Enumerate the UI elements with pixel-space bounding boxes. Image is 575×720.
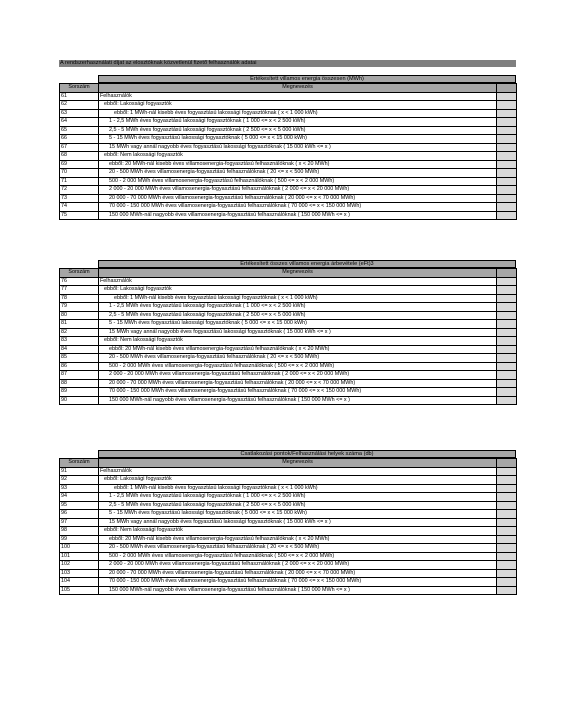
row-label: ebből: 1 MWh-nál kisebb éves fogyasztású lakossági fogyasztóknak ( x < 1 000 kWh) <box>99 294 497 303</box>
value-cell[interactable] <box>497 396 517 405</box>
row-number: 64 <box>60 118 99 127</box>
table-row <box>60 493 517 502</box>
value-cell[interactable] <box>497 101 517 110</box>
form-banner-title: A rendszerhasználati díjat az elosztóknak közvetlenül fizető felhasználók adatai <box>59 60 516 67</box>
row-number: 100 <box>60 544 99 553</box>
row-label: 20 000 - 70 000 MWh éves villamosenergia-fogyasztású felhasználóknak ( 20 000 <= x < 70 000 MWh) <box>99 379 497 388</box>
row-label: Felhasználók <box>99 277 497 286</box>
row-number: 105 <box>60 586 99 595</box>
value-cell[interactable] <box>497 354 517 363</box>
table-row <box>60 535 517 544</box>
table-row <box>60 510 517 519</box>
row-number: 86 <box>60 362 99 371</box>
table-row <box>60 109 517 118</box>
value-cell[interactable] <box>497 194 517 203</box>
value-cell[interactable] <box>497 578 517 587</box>
row-label: 2,5 - 5 MWh éves fogyasztású lakossági fogyasztóknak ( 2 500 <= x < 5 000 kWh) <box>99 311 497 320</box>
table-row <box>60 388 517 397</box>
row-number: 66 <box>60 135 99 144</box>
row-number: 90 <box>60 396 99 405</box>
value-cell[interactable] <box>497 337 517 346</box>
row-number: 76 <box>60 277 99 286</box>
row-number: 81 <box>60 320 99 329</box>
row-number: 62 <box>60 101 99 110</box>
row-label: 20 - 500 MWh éves villamosenergia-fogyasztású felhasználóknak ( 20 <= x < 500 MWh) <box>99 544 497 553</box>
table-row <box>60 294 517 303</box>
row-label: Felhasználók <box>99 92 497 101</box>
table-row <box>60 143 517 152</box>
value-cell[interactable] <box>497 320 517 329</box>
row-label: 15 MWh vagy annál nagyobb éves fogyasztású lakossági fogyasztóknak ( 15 000 kWh <= x ) <box>99 328 497 337</box>
row-number: 97 <box>60 518 99 527</box>
table-header-row <box>60 269 517 278</box>
value-cell[interactable] <box>497 211 517 220</box>
row-number: 103 <box>60 569 99 578</box>
row-label: ebből: 20 MWh-nál kisebb éves villamosenergia-fogyasztású felhasználóknak ( x < 20 MWh) <box>99 345 497 354</box>
row-number: 67 <box>60 143 99 152</box>
row-number: 92 <box>60 476 99 485</box>
value-cell[interactable] <box>497 92 517 101</box>
row-number: 102 <box>60 561 99 570</box>
row-label: 150 000 MWh-nál nagyobb éves villamosenergia-fogyasztású felhasználóknak ( 150 000 MWh <= x ) <box>99 211 497 220</box>
row-number: 69 <box>60 160 99 169</box>
row-label: 5 - 15 MWh éves fogyasztású lakossági fogyasztóknak ( 5 000 <= x < 15 000 kWh) <box>99 510 497 519</box>
value-cell[interactable] <box>497 527 517 536</box>
table-row <box>60 311 517 320</box>
table-row <box>60 337 517 346</box>
row-label: ebből: 1 MWh-nál kisebb éves fogyasztású lakossági fogyasztóknak ( x < 1 000 kWh) <box>99 484 497 493</box>
row-number: 63 <box>60 109 99 118</box>
row-number: 72 <box>60 186 99 195</box>
value-cell[interactable] <box>497 362 517 371</box>
row-number: 70 <box>60 169 99 178</box>
section-title: Értékesített összes villamos energia árbevétele (eFt)3 <box>98 260 516 268</box>
row-number: 91 <box>60 467 99 476</box>
row-label: 500 - 2 000 MWh éves villamosenergia-fogyasztású felhasználóknak ( 500 <= x < 2 000 MWh) <box>99 362 497 371</box>
table-row <box>60 586 517 595</box>
row-label: 500 - 2 000 MWh éves villamosenergia-fogyasztású felhasználóknak ( 500 <= x < 2 000 MWh) <box>99 552 497 561</box>
column-header-value <box>497 84 517 93</box>
section-connection-points <box>59 450 516 595</box>
table-row <box>60 320 517 329</box>
table-row <box>60 203 517 212</box>
row-number: 79 <box>60 303 99 312</box>
value-cell[interactable] <box>497 569 517 578</box>
row-label: 20 - 500 MWh éves villamosenergia-fogyasztású felhasználóknak ( 20 <= x < 500 MWh) <box>99 354 497 363</box>
row-label: ebből: Lakossági fogyasztók <box>99 476 497 485</box>
table-row <box>60 467 517 476</box>
table-row <box>60 186 517 195</box>
table-row <box>60 211 517 220</box>
row-number: 89 <box>60 388 99 397</box>
row-label: ebből: Nem lakossági fogyasztók <box>99 152 497 161</box>
value-cell[interactable] <box>497 186 517 195</box>
table-row <box>60 303 517 312</box>
row-label: ebből: 1 MWh-nál kisebb éves fogyasztású lakossági fogyasztóknak ( x < 1 000 kWh) <box>99 109 497 118</box>
value-cell[interactable] <box>497 126 517 135</box>
table-row <box>60 101 517 110</box>
row-label: ebből: 20 MWh-nál kisebb éves villamosenergia-fogyasztású felhasználóknak ( x < 20 MWh) <box>99 160 497 169</box>
table-header-row <box>60 84 517 93</box>
table-row <box>60 371 517 380</box>
row-number: 93 <box>60 484 99 493</box>
table-row <box>60 92 517 101</box>
row-label: 2,5 - 5 MWh éves fogyasztású lakossági fogyasztóknak ( 2 500 <= x < 5 000 kWh) <box>99 501 497 510</box>
value-cell[interactable] <box>497 203 517 212</box>
table-row <box>60 484 517 493</box>
value-cell[interactable] <box>497 493 517 502</box>
row-number: 77 <box>60 286 99 295</box>
row-number: 61 <box>60 92 99 101</box>
row-number: 99 <box>60 535 99 544</box>
row-number: 85 <box>60 354 99 363</box>
row-label: 2 000 - 20 000 MWh éves villamosenergia-fogyasztású felhasználóknak ( 2 000 <= x < 20 000 MWh) <box>99 561 497 570</box>
value-cell[interactable] <box>497 277 517 286</box>
value-cell[interactable] <box>497 544 517 553</box>
row-label: 1 - 2,5 MWh éves fogyasztású lakossági fogyasztóknak ( 1 000 <= x < 2 500 kWh) <box>99 118 497 127</box>
table-row <box>60 527 517 536</box>
value-cell[interactable] <box>497 109 517 118</box>
table-row <box>60 169 517 178</box>
row-number: 104 <box>60 578 99 587</box>
row-label: ebből: 20 MWh-nál kisebb éves villamosenergia-fogyasztású felhasználóknak ( x < 20 MWh) <box>99 535 497 544</box>
row-number: 83 <box>60 337 99 346</box>
section-title: Csatlakozási pontok/Felhasználási helyek száma (db) <box>98 450 516 458</box>
column-header-value <box>497 269 517 278</box>
value-cell[interactable] <box>497 152 517 161</box>
section-sold-energy <box>59 75 516 220</box>
row-number: 68 <box>60 152 99 161</box>
row-label: 70 000 - 150 000 MWh éves villamosenergia-fogyasztású felhasználóknak ( 70 000 <= x < 150 000 MWh) <box>99 388 497 397</box>
row-label: 2 000 - 20 000 MWh éves villamosenergia-fogyasztású felhasználóknak ( 2 000 <= x < 20 000 MWh) <box>99 186 497 195</box>
section-title: Értékesített villamos energia összesen (MWh) <box>98 75 516 83</box>
row-label: 150 000 MWh-nál nagyobb éves villamosenergia-fogyasztású felhasználóknak ( 150 000 MWh <= x ) <box>99 396 497 405</box>
row-number: 88 <box>60 379 99 388</box>
table-row <box>60 160 517 169</box>
row-number: 82 <box>60 328 99 337</box>
row-label: 15 MWh vagy annál nagyobb éves fogyasztású lakossági fogyasztóknak ( 15 000 kWh <= x ) <box>99 518 497 527</box>
value-cell[interactable] <box>497 311 517 320</box>
row-label: 1 - 2,5 MWh éves fogyasztású lakossági fogyasztóknak ( 1 000 <= x < 2 500 kWh) <box>99 303 497 312</box>
data-table <box>59 458 517 595</box>
row-label: Felhasználók <box>99 467 497 476</box>
table-row <box>60 569 517 578</box>
table-row <box>60 561 517 570</box>
row-label: 2,5 - 5 MWh éves fogyasztású lakossági fogyasztóknak ( 2 500 <= x < 5 000 kWh) <box>99 126 497 135</box>
value-cell[interactable] <box>497 328 517 337</box>
row-label: 20 - 500 MWh éves villamosenergia-fogyasztású felhasználóknak ( 20 <= x < 500 MWh) <box>99 169 497 178</box>
column-header-megnevezes: Megnevezés <box>99 459 497 468</box>
table-row <box>60 518 517 527</box>
value-cell[interactable] <box>497 586 517 595</box>
value-cell[interactable] <box>497 379 517 388</box>
table-row <box>60 354 517 363</box>
row-number: 74 <box>60 203 99 212</box>
table-row <box>60 194 517 203</box>
value-cell[interactable] <box>497 510 517 519</box>
row-label: 150 000 MWh-nál nagyobb éves villamosenergia-fogyasztású felhasználóknak ( 150 000 MWh <= x ) <box>99 586 497 595</box>
data-table <box>59 268 517 405</box>
row-number: 75 <box>60 211 99 220</box>
value-cell[interactable] <box>497 371 517 380</box>
row-number: 65 <box>60 126 99 135</box>
table-row <box>60 177 517 186</box>
row-label: 20 000 - 70 000 MWh éves villamosenergia-fogyasztású felhasználóknak ( 20 000 <= x < 70 000 MWh) <box>99 569 497 578</box>
value-cell[interactable] <box>497 135 517 144</box>
row-number: 73 <box>60 194 99 203</box>
row-label: ebből: Lakossági fogyasztók <box>99 101 497 110</box>
value-cell[interactable] <box>497 484 517 493</box>
table-row <box>60 126 517 135</box>
value-cell[interactable] <box>497 160 517 169</box>
row-number: 101 <box>60 552 99 561</box>
value-cell[interactable] <box>497 501 517 510</box>
table-row <box>60 362 517 371</box>
row-label: ebből: Lakossági fogyasztók <box>99 286 497 295</box>
row-number: 78 <box>60 294 99 303</box>
table-row <box>60 152 517 161</box>
row-label: 5 - 15 MWh éves fogyasztású lakossági fogyasztóknak ( 5 000 <= x < 15 000 kWh) <box>99 135 497 144</box>
table-row <box>60 544 517 553</box>
column-header-sorszam: Sorszám <box>60 269 99 278</box>
row-label: 20 000 - 70 000 MWh éves villamosenergia-fogyasztású felhasználóknak ( 20 000 <= x < 70 000 MWh) <box>99 194 497 203</box>
table-row <box>60 328 517 337</box>
table-row <box>60 552 517 561</box>
value-cell[interactable] <box>497 476 517 485</box>
row-label: 5 - 15 MWh éves fogyasztású lakossági fogyasztóknak ( 5 000 <= x < 15 000 kWh) <box>99 320 497 329</box>
column-header-sorszam: Sorszám <box>60 84 99 93</box>
value-cell[interactable] <box>497 518 517 527</box>
value-cell[interactable] <box>497 561 517 570</box>
row-number: 98 <box>60 527 99 536</box>
row-label: 500 - 2 000 MWh éves villamosenergia-fogyasztású felhasználóknak ( 500 <= x < 2 000 MWh) <box>99 177 497 186</box>
table-row <box>60 379 517 388</box>
row-number: 84 <box>60 345 99 354</box>
section-revenue <box>59 260 516 405</box>
row-number: 96 <box>60 510 99 519</box>
value-cell[interactable] <box>497 388 517 397</box>
column-header-megnevezes: Megnevezés <box>99 84 497 93</box>
value-cell[interactable] <box>497 177 517 186</box>
table-row <box>60 476 517 485</box>
table-row <box>60 501 517 510</box>
value-cell[interactable] <box>497 143 517 152</box>
row-number: 71 <box>60 177 99 186</box>
table-row <box>60 118 517 127</box>
table-row <box>60 286 517 295</box>
row-number: 80 <box>60 311 99 320</box>
row-number: 87 <box>60 371 99 380</box>
data-table <box>59 83 517 220</box>
row-number: 95 <box>60 501 99 510</box>
row-label: 70 000 - 150 000 MWh éves villamosenergia-fogyasztású felhasználóknak ( 70 000 <= x < 150 000 MWh) <box>99 578 497 587</box>
value-cell[interactable] <box>497 286 517 295</box>
row-label: 70 000 - 150 000 MWh éves villamosenergia-fogyasztású felhasználóknak ( 70 000 <= x < 150 000 MWh) <box>99 203 497 212</box>
row-label: 2 000 - 20 000 MWh éves villamosenergia-fogyasztású felhasználóknak ( 2 000 <= x < 20 000 MWh) <box>99 371 497 380</box>
column-header-megnevezes: Megnevezés <box>99 269 497 278</box>
value-cell[interactable] <box>497 552 517 561</box>
table-row <box>60 277 517 286</box>
table-row <box>60 396 517 405</box>
value-cell[interactable] <box>497 467 517 476</box>
table-row <box>60 578 517 587</box>
table-row <box>60 135 517 144</box>
table-row <box>60 345 517 354</box>
value-cell[interactable] <box>497 303 517 312</box>
row-label: 1 - 2,5 MWh éves fogyasztású lakossági fogyasztóknak ( 1 000 <= x < 2 500 kWh) <box>99 493 497 502</box>
table-header-row <box>60 459 517 468</box>
row-label: ebből: Nem lakossági fogyasztók <box>99 337 497 346</box>
value-cell[interactable] <box>497 118 517 127</box>
row-number: 94 <box>60 493 99 502</box>
value-cell[interactable] <box>497 345 517 354</box>
value-cell[interactable] <box>497 294 517 303</box>
row-label: ebből: Nem lakossági fogyasztók <box>99 527 497 536</box>
column-header-sorszam: Sorszám <box>60 459 99 468</box>
value-cell[interactable] <box>497 535 517 544</box>
column-header-value <box>497 459 517 468</box>
value-cell[interactable] <box>497 169 517 178</box>
row-label: 15 MWh vagy annál nagyobb éves fogyasztású lakossági fogyasztóknak ( 15 000 kWh <= x ) <box>99 143 497 152</box>
